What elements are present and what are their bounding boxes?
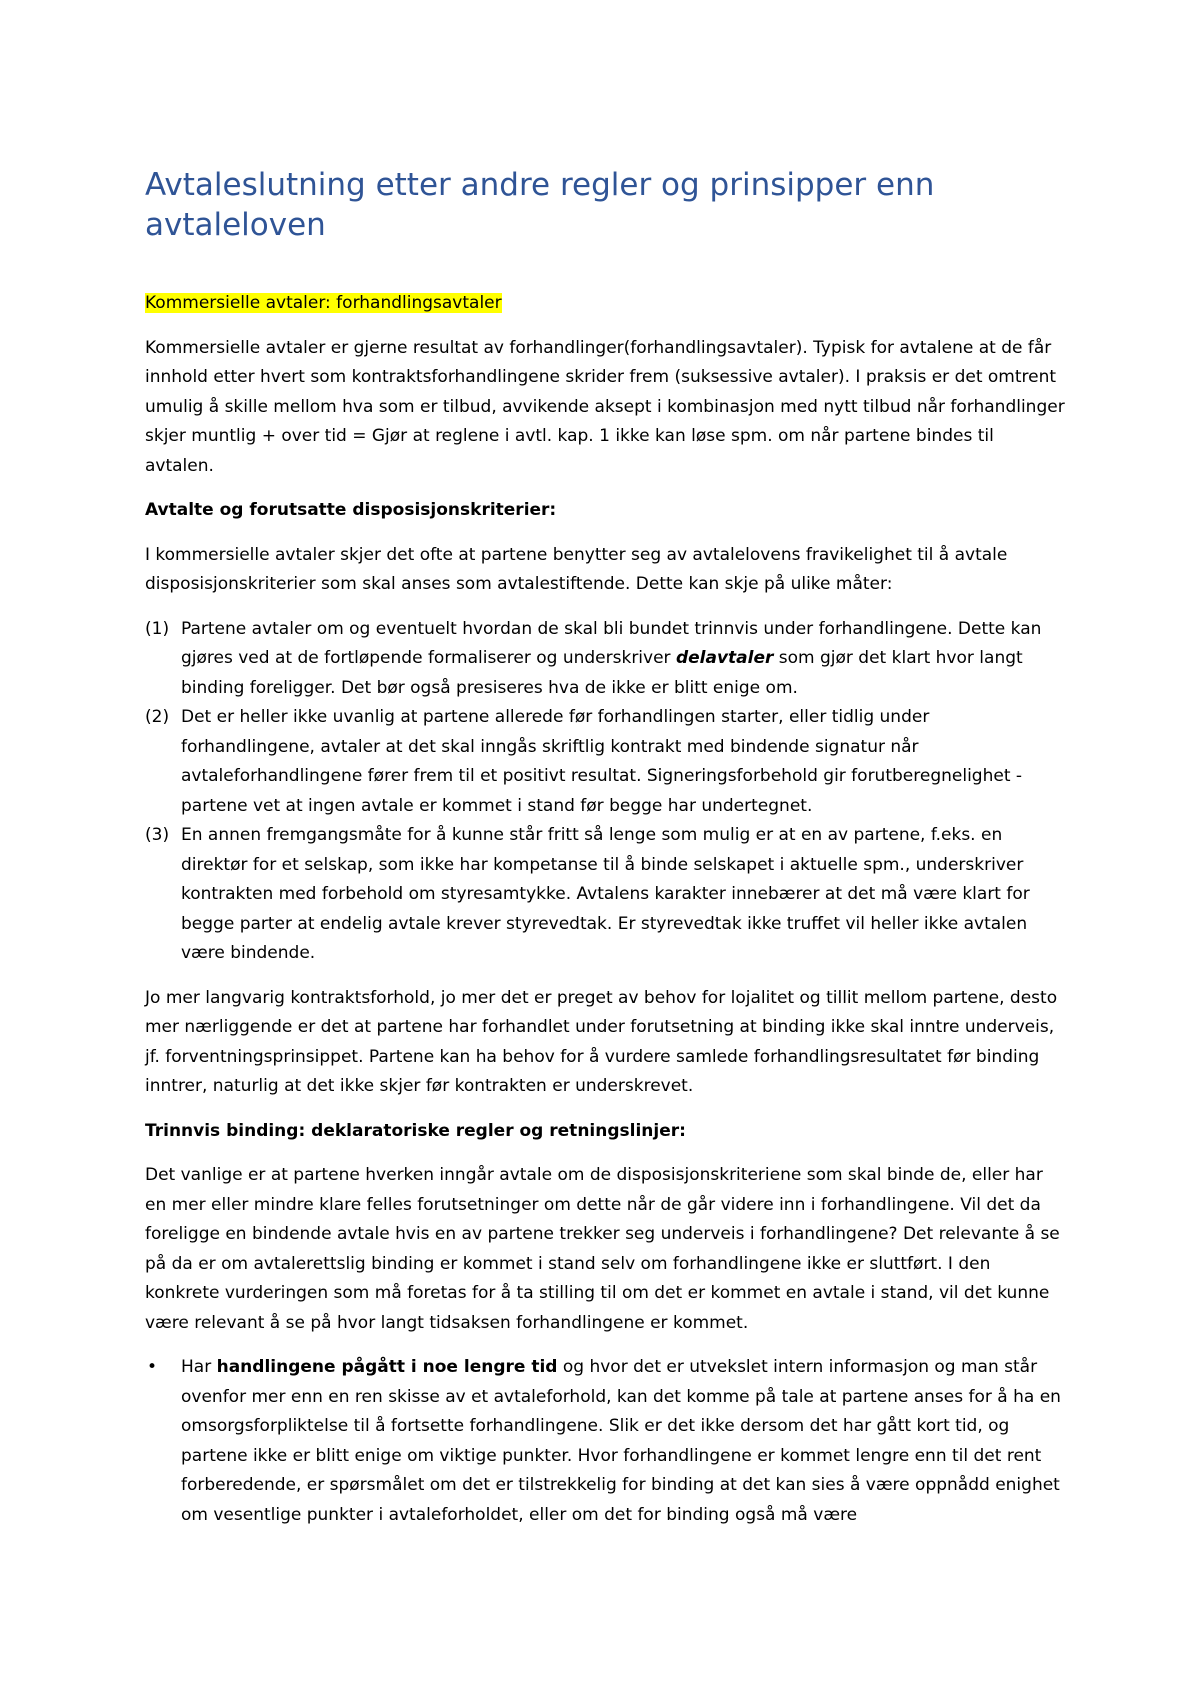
section-heading-commercial bbox=[145, 289, 1068, 319]
list-number: (3) bbox=[145, 825, 170, 845]
list-item bbox=[145, 615, 1068, 704]
bullet-list bbox=[145, 1353, 1068, 1530]
list-item-text-after: som gjør det klart hvor langt binding foreligger. Det bør også presiseres hva de ikke er blitt enige om. bbox=[181, 648, 1023, 698]
list-item-text: Det er heller ikke uvanlig at partene allerede før forhandlingen starter, eller tidlig under forhandlingene, avtaler at det skal inngås skriftlig kontrakt med bindende signatur når avtaleforhandlingene fører frem til et positivt resultat. Signeringsforbehold gir forutberegnelighet -partene vet at ingen avtale er kommet i stand før begge har undertegnet. bbox=[181, 707, 1023, 816]
list-number: (1) bbox=[145, 618, 170, 639]
list-item-text-after: og hvor det er utvekslet intern informasjon og man står ovenfor mer enn en ren skisse av et avtaleforhold, kan det komme på tale at partene anses for å ha en omsorgsforpliktelse til å fortsette forhandlingene. Slik er det ikke dersom det har gått kort tid, og partene ikke er blitt enige om viktige punkter. Hvor forhandlingene er kommet lengre enn til det rent forberedende, er spørsmålet om det er tilstrekkelig for binding at det kan sies å være oppnådd enighet om vesentlige punkter i avtaleforholdet, eller om det for binding også må være bbox=[181, 1357, 1061, 1525]
list-item-text-before: Har bbox=[181, 1357, 217, 1377]
list-item bbox=[145, 1353, 1068, 1530]
emphasis-text: delavtaler bbox=[675, 648, 774, 668]
list-number: (2) bbox=[145, 707, 170, 727]
bold-text: handlingene pågått i noe lengre tid bbox=[216, 1357, 558, 1377]
paragraph-stepwise: Det vanlige er at partene hverken inngår avtale om de disposisjonskriteriene som skal binde de, eller har en mer eller mindre klare felles forutsetninger om dette når de går videre inn i forhandlingene. Vil det da foreligge en bindende avtale hvis en av partene trekker seg underveis i forhandlingene? Det relevante å se på da er om avtalerettslig binding er kommet i stand selv om forhandlingene ikke er sluttført. I den konkrete vurderingen som må foretas for å ta stilling til om det er kommet en avtale i stand, vil det kunne være relevant å se på hvor langt tidsaksen forhandlingene er kommet. bbox=[145, 1165, 1060, 1333]
list-item bbox=[145, 821, 1068, 969]
paragraph-criteria-intro: I kommersielle avtaler skjer det ofte at partene benytter seg av avtalelovens fravikelighet til å avtale disposisjonskriterier som skal anses som avtalestiftende. Dette kan skje på ulike måter: bbox=[145, 544, 1008, 594]
paragraph-commercial: Kommersielle avtaler er gjerne resultat av forhandlinger(forhandlingsavtaler). Typisk for avtalene at de får innhold etter hvert som kontraktsforhandlingene skrider frem (suksessive avtaler). I praksis er det omtrent umulig å skille mellom hva som er tilbud, avvikende aksept i kombinasjon med nytt tilbud når forhandlinger skjer muntlig + over tid = Gjør at reglene i avtl. kap. 1 ikke kan løse spm. om når partene bindes til avtalen. bbox=[145, 337, 1065, 476]
section-heading-stepwise: Trinnvis binding: deklaratoriske regler og retningslinjer: bbox=[145, 1120, 686, 1141]
bullet-glyph: • bbox=[147, 1357, 158, 1377]
numbered-list bbox=[145, 615, 1068, 969]
document-title: Avtaleslutning etter andre regler og prinsipper enn avtaleloven bbox=[145, 167, 935, 243]
highlighted-heading: Kommersielle avtaler: forhandlingsavtaler bbox=[145, 293, 502, 313]
paragraph-criteria-closing: Jo mer langvarig kontraktsforhold, jo mer det er preget av behov for lojalitet og tillit mellom partene, desto mer nærliggende er det at partene har forhandlet under forutsetning at binding ikke skal inntre underveis, jf. forventningsprinsippet. Partene kan ha behov for å vurdere samlede forhandlingsresultatet før binding inntrer, naturlig at det ikke skjer før kontrakten er underskrevet. bbox=[145, 987, 1058, 1096]
list-item-text-before: Partene avtaler om og eventuelt hvordan de skal bli bundet trinnvis under forhandlingene. Dette kan gjøres ved at de fortløpende formaliserer og underskriver bbox=[181, 618, 1042, 668]
list-item bbox=[145, 703, 1068, 821]
section-heading-criteria: Avtalte og forutsatte disposisjonskriterier: bbox=[145, 500, 557, 520]
list-item-text: En annen fremgangsmåte for å kunne står fritt så lenge som mulig er at en av partene, f.eks. en direktør for et selskap, som ikke har kompetanse til å binde selskapet i aktuelle spm., underskriver kontrakten med forbehold om styresamtykke. Avtalens karakter innebærer at det må være klart for begge parter at endelig avtale krever styrevedtak. Er styrevedtak ikke truffet vil heller ikke avtalen være bindende. bbox=[181, 825, 1030, 963]
